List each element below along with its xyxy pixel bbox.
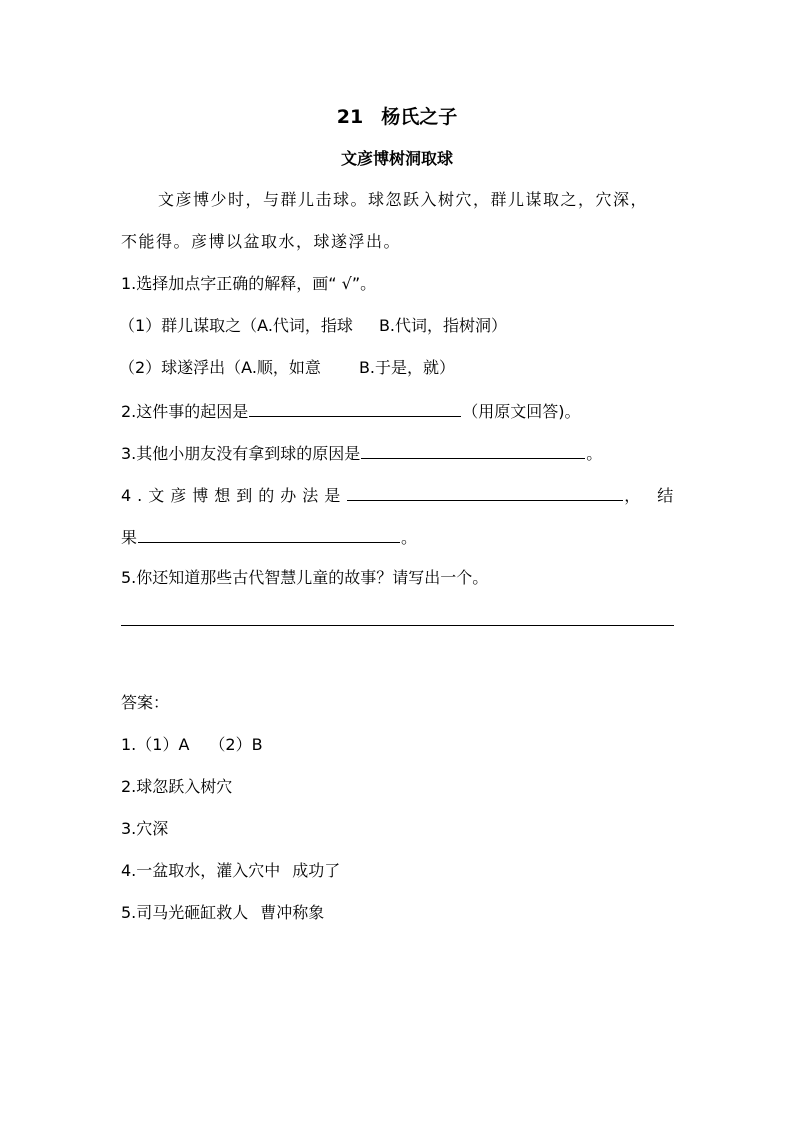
answers-heading: 答案： xyxy=(121,693,170,712)
answer-4-part-1: 4.一盆取水，灌入穴中 xyxy=(121,861,281,880)
question-3-answer-blank[interactable] xyxy=(361,440,585,459)
passage-title: 文彦博树洞取球 xyxy=(340,149,453,168)
question-1-item-2-option-b: B.于是，就） xyxy=(358,358,456,377)
question-4-mid: ，结 xyxy=(624,486,691,505)
passage-line-2: 不能得。彦博以盆取水，球遂浮出。 xyxy=(121,232,402,251)
answer-1 xyxy=(121,733,677,757)
question-3 xyxy=(121,440,677,466)
question-4-result-label: 果 xyxy=(121,528,138,547)
answer-5 xyxy=(121,901,677,925)
answer-1-part-1: 1.（1）A xyxy=(121,735,190,754)
question-1-item-1-option-a: （1）群儿谋取之（A.代词，指球 xyxy=(119,316,353,335)
question-4 xyxy=(121,482,691,508)
answer-1-part-2: （2）B xyxy=(209,735,263,754)
lesson-title xyxy=(0,104,794,130)
question-2-prompt: 2.这件事的起因是 xyxy=(121,402,249,421)
question-2 xyxy=(121,398,677,424)
question-1-item-1 xyxy=(119,314,675,338)
question-4-prompt: 4.文彦博想到的办法是 xyxy=(121,486,347,505)
answer-3: 3.穴深 xyxy=(121,819,169,838)
question-4-tail: 。 xyxy=(401,528,418,547)
question-4-method-blank[interactable] xyxy=(347,482,623,501)
question-2-answer-blank[interactable] xyxy=(249,398,461,417)
question-1-item-2-option-a: （2）球遂浮出（A.顺，如意 xyxy=(119,358,321,377)
lesson-number: 21 xyxy=(336,106,364,128)
question-1-item-1-option-b: B.代词，指树洞） xyxy=(378,316,508,335)
question-3-tail: 。 xyxy=(586,444,603,463)
answer-5-part-1: 5.司马光砸缸救人 xyxy=(121,903,249,922)
question-5: 5.你还知道那些古代智慧儿童的故事？请写出一个。 xyxy=(121,568,489,587)
question-1-item-2 xyxy=(119,356,675,380)
answer-4-part-2: 成功了 xyxy=(292,861,341,880)
lesson-title-text: 杨氏之子 xyxy=(381,106,458,128)
question-1: 1.选择加点字正确的解释，画“ √”。 xyxy=(121,274,377,293)
answer-5-part-2: 曹冲称象 xyxy=(260,903,325,922)
answer-2: 2.球忽跃入树穴 xyxy=(121,777,233,796)
question-4-result-blank[interactable] xyxy=(138,524,400,543)
question-2-note: （用原文回答)。 xyxy=(462,402,581,421)
answer-4 xyxy=(121,859,677,883)
question-4-continued xyxy=(121,524,677,550)
question-3-prompt: 3.其他小朋友没有拿到球的原因是 xyxy=(121,444,361,463)
passage-line-1: 文彦博少时，与群儿击球。球忽跃入树穴，群儿谋取之，穴深， xyxy=(158,190,649,209)
question-5-answer-line[interactable] xyxy=(121,625,674,626)
